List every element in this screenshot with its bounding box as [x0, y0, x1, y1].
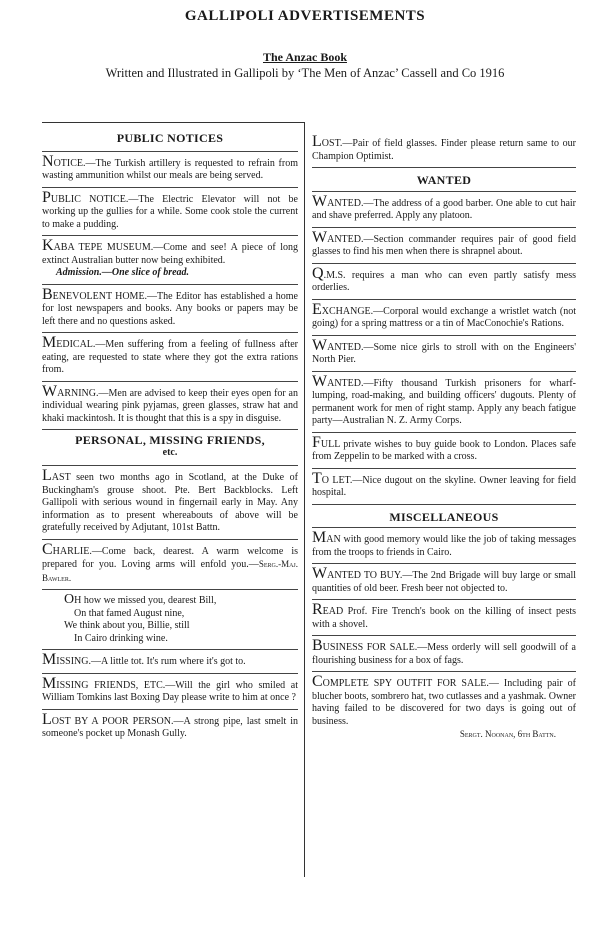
ad-wanted-glasses: WANTED.—Section commander requires pair of good field glasses to find his men when there is shrapnel about. [312, 228, 576, 257]
divider [42, 465, 298, 466]
section-heading-miscellaneous: MISCELLANEOUS [389, 509, 499, 524]
ad-last-seen: LAST seen two months ago in Scotland, at the Duke of Buckingham's grouse shoot. Pte. Bert Backblocks. Left Gallipoli with serious wound in fingernail early in May. Any information as to present whereabouts of above will be gratefully received by Adjutant, 101st Battn. [42, 467, 298, 533]
ad-full-private: FULL private wishes to buy guide book to London. Places safe from Zeppelin to be marked with a cross. [312, 433, 576, 462]
ad-public-notice: PUBLIC NOTICE.—The Electric Elevator will not be working up the gullies for a while. Some cook stole the current to make a pudding. [42, 188, 298, 230]
divider [312, 504, 576, 505]
ad-wanted-girls: WANTED.—Some nice girls to stroll with on the Engineers' North Pier. [312, 336, 576, 365]
divider [312, 335, 576, 336]
divider [42, 332, 298, 333]
page-title: GALLIPOLI ADVERTISEMENTS [184, 8, 426, 24]
ad-lost-glasses: LOST.—Pair of field glasses. Finder please return same to our Champion Optimist. [312, 133, 576, 162]
divider [42, 649, 298, 650]
divider [312, 468, 576, 469]
divider [312, 167, 576, 168]
divider [42, 673, 298, 674]
ad-business-sale: BUSINESS FOR SALE.—Mess orderly will sell goodwill of a flourishing business for a box of fags. [312, 637, 576, 666]
divider [312, 635, 576, 636]
divider [312, 227, 576, 228]
ad-museum: KABA TEPE MUSEUM.—Come and see! A piece of long extinct Australian butter now being exhibited. [42, 237, 298, 266]
divider [42, 187, 298, 188]
divider [312, 371, 576, 372]
ad-read-book: READ Prof. Fire Trench's book on the killing of insect pests with a shovel. [312, 601, 576, 630]
book-subtitle: Written and Illustrated in Gallipoli by ‘The Men of Anzac’ Cassell and Co 1916 [105, 66, 505, 80]
ad-medical: MEDICAL.—Men suffering from a feeling of fullness after eating, are requested to state where they got the extra rations from. [42, 334, 298, 375]
divider [312, 299, 576, 300]
ad-qms: Q.M.S. requires a man who can even partly satisfy mess orderlies. [312, 264, 576, 293]
ad-exchange: EXCHANGE.—Corporal would exchange a wristlet watch (not going) for a spring mattress or a tin of MacConochie's Rations. [312, 300, 576, 329]
divider [312, 563, 576, 564]
divider [42, 429, 298, 430]
divider [312, 263, 576, 264]
divider [42, 151, 298, 152]
divider [312, 432, 576, 433]
ad-spy-outfit: COMPLETE SPY OUTFIT FOR SALE.— Including pair of blucher boots, sombrero hat, two cutlasses and a yashmak. Owner having failed to be discovered for two days is going out of business. [312, 673, 576, 727]
ad-warning: WARNING.—Men are advised to keep their eyes open for an individual wearing pink pyjamas, green glasses, straw hat and khaki mackintosh. It is thought that this is a spy in disguise. [42, 382, 298, 424]
ad-missing-tot: MISSING.—A little tot. It's rum where it's got to. [42, 651, 246, 668]
section-heading-public-notices: PUBLIC NOTICES [116, 131, 224, 145]
left-column [42, 122, 298, 741]
ad-notice: NOTICE.—The Turkish artillery is requested to refrain from wasting ammunition whilst our meals are being served. [42, 152, 298, 181]
ad-wanted-beer: WANTED TO BUY.—The 2nd Brigade will buy large or small quantities of old beer. Fresh beer not objected to. [312, 565, 576, 594]
ad-lost-pipe: LOST BY A POOR PERSON.—A strong pipe, last smelt in someone's pocket up Monash Gully. [42, 710, 298, 739]
divider [312, 599, 576, 600]
divider [42, 284, 298, 285]
divider [42, 589, 298, 590]
section-heading-wanted: WANTED [416, 173, 472, 187]
divider [312, 191, 576, 192]
ad-man-memory: MAN with good memory would like the job of taking messages from the troops to friends in Cairo. [312, 529, 576, 558]
section-heading-personal: PERSONAL, MISSING FRIENDS, [75, 433, 265, 447]
divider [42, 235, 298, 236]
right-column [312, 122, 576, 741]
ad-wanted-barber: WANTED.—The address of a good barber. One able to cut hair and shave preferred. Apply any platoon. [312, 192, 576, 221]
ad-missing-friends: MISSING FRIENDS, ETC.—Will the girl who smiled at William Tomkins last Boxing Day please write to him at once ? [42, 674, 298, 703]
divider [42, 709, 298, 710]
divider [42, 539, 298, 540]
book-title: The Anzac Book [262, 50, 347, 64]
divider [312, 671, 576, 672]
ad-charlie: CHARLIE.—Come back, dearest. A warm welcome is prepared for you. Loving arms will enfold you.—Serg.-Maj. Bawler. [42, 540, 298, 583]
ad-to-let: TO LET.—Nice dugout on the skyline. Owner leaving for field hospital. [312, 469, 576, 498]
signature: Sergt. Noonan, 6th Battn. [459, 729, 556, 739]
ad-benevolent: BENEVOLENT HOME.—The Editor has established a home for lost newspapers and books. Any books or papers may be left there and no questions asked. [42, 285, 298, 327]
divider [312, 527, 576, 528]
column-divider [304, 122, 305, 877]
ad-museum-admission: Admission.—One slice of bread. [56, 267, 190, 278]
section-subheading-etc: etc. [162, 446, 178, 458]
ad-poem: OH how we missed you, dearest Bill, On that famed August nine, We think about you, Billie, still In Cairo drinking wine. [64, 592, 217, 644]
divider [42, 381, 298, 382]
ad-wanted-prisoners: WANTED.—Fifty thousand Turkish prisoners for wharf-lumping, road-making, and building officers' dugouts. Plenty of permanent work for men of right stamp. Apply any beach fatigue party—Australian N. Z. Army Corps. [312, 372, 576, 426]
